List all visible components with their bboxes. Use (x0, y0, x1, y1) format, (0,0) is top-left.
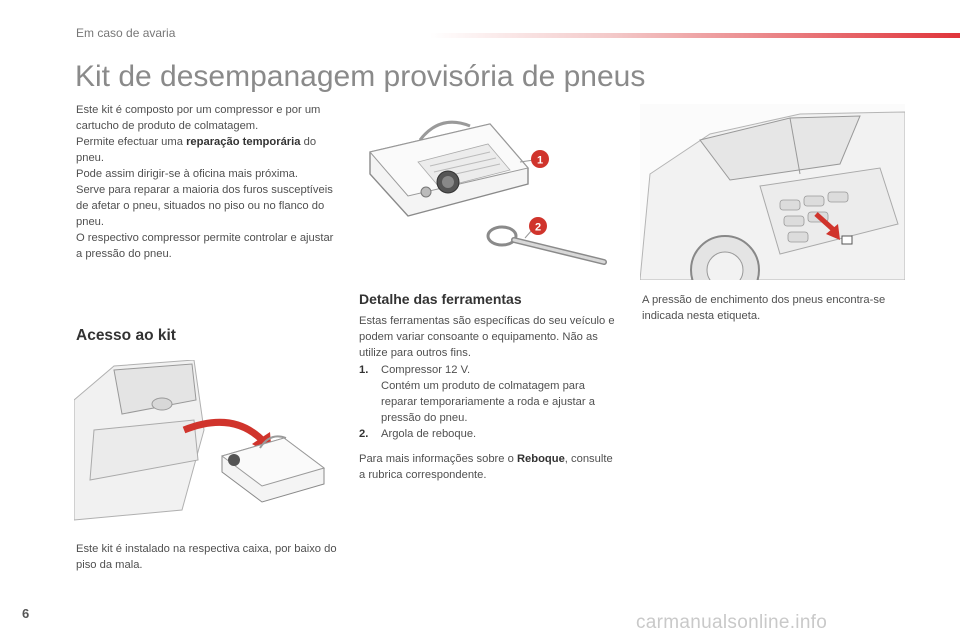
header-rule (430, 33, 960, 38)
tools-heading: Detalhe das ferramentas (359, 291, 522, 307)
tools-illustration (360, 112, 620, 282)
access-caption: Este kit é instalado na respectiva caixa, por baixo do piso da mala. (76, 543, 337, 571)
tools-more-info (359, 451, 617, 483)
watermark: carmanualsonline.info (636, 612, 828, 633)
list-item-label: Compressor 12 V. (381, 364, 471, 376)
tools-list (359, 362, 621, 442)
intro-line-2-bold: reparação temporária (186, 136, 301, 148)
intro-line-4: Serve para reparar a maioria dos furos susceptíveis de afetar o pneu, situados no piso ou no flanco do pneu. (76, 184, 333, 228)
section-tag: Em caso de avaria (76, 26, 176, 40)
car-side-illustration (640, 104, 905, 280)
more-info-link: Reboque (516, 453, 565, 465)
list-item-number: 1. (359, 364, 369, 376)
list-item-number: 2. (359, 428, 369, 440)
intro-line-2-pre: Permite efectuar uma (76, 136, 187, 148)
list-item (359, 362, 621, 426)
trunk-kit-location-image (74, 360, 336, 532)
tools-intro: Estas ferramentas são específicas do seu veículo e podem variar consoante o equipamento. Não as utilize para outros fins. (359, 315, 615, 359)
more-info-pre: Para mais informações sobre o (359, 453, 517, 465)
callout-1-label: 1 (536, 154, 544, 167)
intro-paragraph (76, 102, 338, 262)
more-info-post: , consulte a rubrica correspondente. (359, 453, 613, 481)
list-item (359, 426, 621, 442)
intro-line-2-post: do pneu. (76, 136, 317, 164)
intro-line-1: Este kit é composto por um compressor e por um cartucho de produto de colmatagem. (76, 104, 321, 132)
page-title: Kit de desempanagem provisória de pneus (75, 60, 646, 93)
list-item-label: Argola de reboque. (381, 428, 477, 440)
page-number: 6 (22, 606, 30, 621)
intro-line-2 (76, 134, 338, 166)
car-door-label-image (640, 104, 905, 280)
intro-line-3: Pode assim dirigir-se à oficina mais próxima. (76, 168, 298, 180)
compressor-and-tow-ring-image (360, 112, 620, 282)
trunk-illustration (74, 360, 336, 532)
pressure-caption: A pressão de enchimento dos pneus encontra-se indicada nesta etiqueta. (642, 294, 886, 322)
intro-line-5: O respectivo compressor permite controlar e ajustar a pressão do pneu. (76, 232, 334, 260)
callout-2-label: 2 (534, 221, 542, 234)
access-heading: Acesso ao kit (76, 327, 176, 344)
list-item-detail: Contém um produto de colmatagem para reparar temporariamente a roda e ajustar a pressão do pneu. (381, 380, 595, 424)
